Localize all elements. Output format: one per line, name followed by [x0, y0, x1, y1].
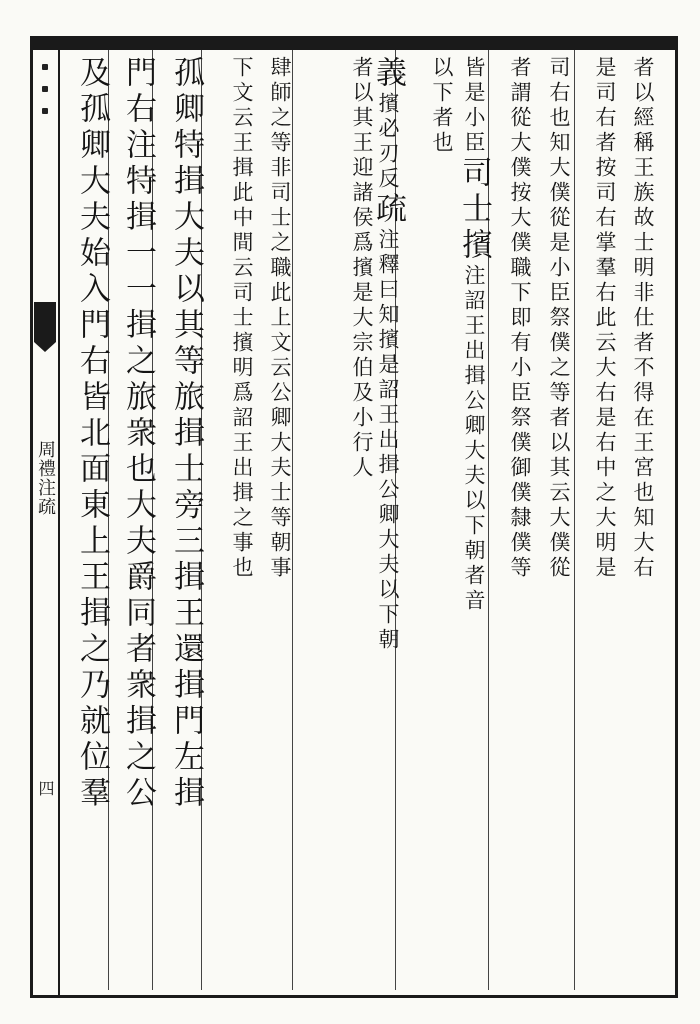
text-column-6: 以下者也: [430, 56, 454, 156]
margin-title: 周禮注疏: [35, 440, 56, 516]
margin-marks: [38, 64, 52, 130]
text-column-5: 皆是小臣司士擯注詔王出揖公卿大夫以下朝者音: [456, 56, 492, 614]
text-column-7: 義擯必刃反疏注釋曰知擯是詔王出揖公卿大夫以下朝: [370, 56, 406, 653]
text-column-4: 者謂從大僕按大僕職下即有小臣祭僕御僕隸僕等: [508, 56, 532, 581]
text-column-9: 肆師之等非司士之職此上文云公卿大夫士等朝事: [268, 56, 292, 581]
text-column-3: 司右也知大僕從是小臣祭僕之等者以其云大僕從: [547, 56, 571, 581]
text-column-12: 門右注特揖一一揖之旅衆也大夫爵同者衆揖之公: [120, 56, 156, 812]
text-column-1: 者以經稱王族故士明非仕者不得在王宮也知大右: [631, 56, 655, 581]
page-number: 四: [36, 780, 55, 796]
text-column-11: 孤卿特揖大夫以其等旅揖士旁三揖王還揖門左揖: [168, 56, 204, 812]
fish-tail-mark: [34, 302, 56, 342]
text-column-13: 及孤卿大夫始入門右皆北面東上王揖之乃就位羣: [74, 56, 110, 812]
block-heart-margin: [30, 50, 60, 996]
text-column-2: 是司右者按司右掌羣右此云大右是右中之大明是: [593, 56, 617, 581]
text-column-10: 下文云王揖此中間云司士擯明爲詔王出揖之事也: [230, 56, 254, 581]
text-column-8: 者以其王迎諸侯爲擯是大宗伯及小行人: [350, 56, 374, 481]
top-rule: [30, 36, 678, 50]
